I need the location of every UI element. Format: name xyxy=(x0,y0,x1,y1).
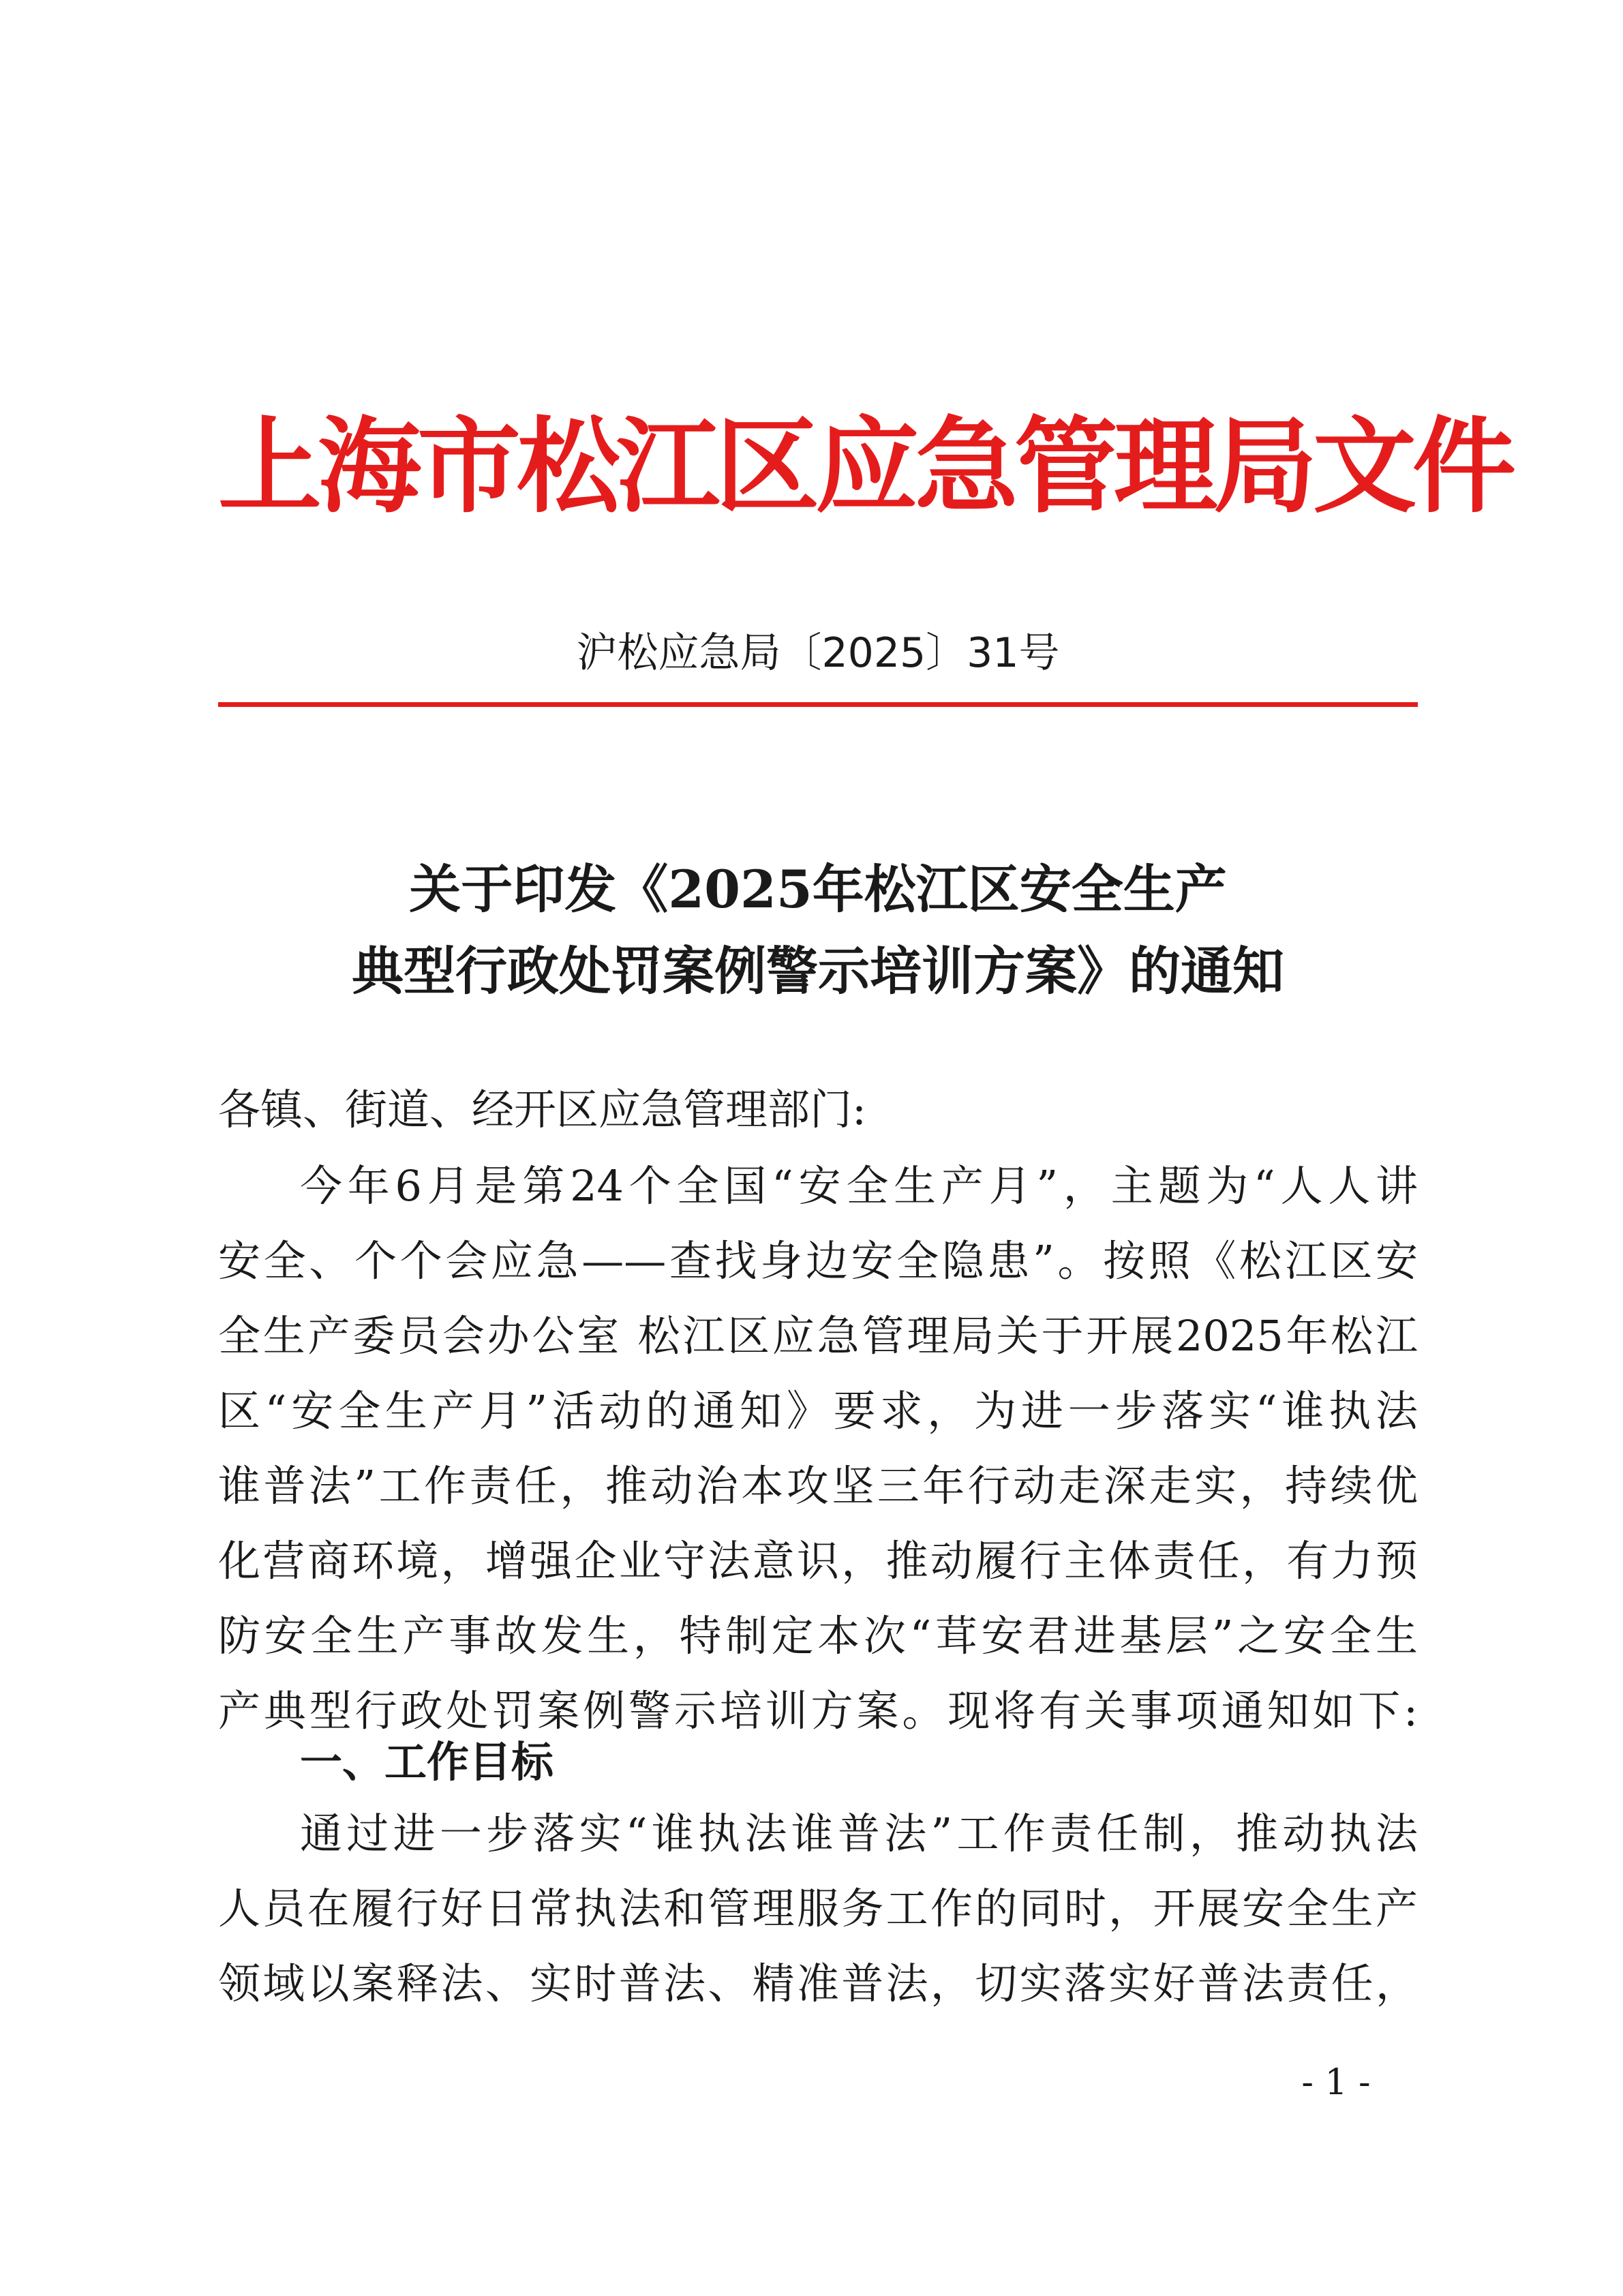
paragraph1-line: 化营商环境，增强企业守法意识，推动履行主体责任，有力预 xyxy=(218,1536,1418,1586)
notice-title-line-1: 关于印发《2025年松江区安全生产 xyxy=(409,859,1227,920)
paragraph1-line: 区“安全生产月”活动的通知》要求，为进一步落实“谁执法 xyxy=(218,1386,1418,1436)
paragraph1-line: 全生产委员会办公室 松江区应急管理局关于开展2025年松江 xyxy=(218,1311,1418,1361)
paragraph1-line: 安全、个个会应急——查找身边安全隐患”。按照《松江区安 xyxy=(218,1236,1418,1286)
issuer-masthead: 上海市松江区应急管理局文件 xyxy=(218,406,1512,527)
paragraph2-line: 人员在履行好日常执法和管理服务工作的同时，开展安全生产 xyxy=(218,1884,1418,1933)
paragraph1-line: 谁普法”工作责任，推动治本攻坚三年行动走深走实，持续优 xyxy=(218,1461,1418,1511)
paragraph1-line: 今年6月是第24个全国“安全生产月”，主题为“人人讲 xyxy=(300,1161,1418,1211)
paragraph1-line: 防安全生产事故发生，特制定本次“茸安君进基层”之安全生 xyxy=(218,1611,1418,1661)
paragraph2-line: 通过进一步落实“谁执法谁普法”工作责任制，推动执法 xyxy=(300,1809,1418,1858)
recipients-line: 各镇、街道、经开区应急管理部门: xyxy=(218,1085,866,1134)
paragraph1-line: 产典型行政处罚案例警示培训方案。现将有关事项通知如下: xyxy=(218,1686,1418,1736)
notice-title-line-2: 典型行政处罚案例警示培训方案》的通知 xyxy=(352,941,1284,1001)
paragraph2-line: 领域以案释法、实时普法、精准普法，切实落实好普法责任， xyxy=(218,1959,1418,2008)
page-number: - 1 - xyxy=(1301,2062,1371,2103)
red-divider-rule xyxy=(218,702,1418,707)
document-number: 沪松应急局〔2025〕31号 xyxy=(576,629,1060,677)
section-heading-work-goals: 一、工作目标 xyxy=(300,1737,554,1787)
